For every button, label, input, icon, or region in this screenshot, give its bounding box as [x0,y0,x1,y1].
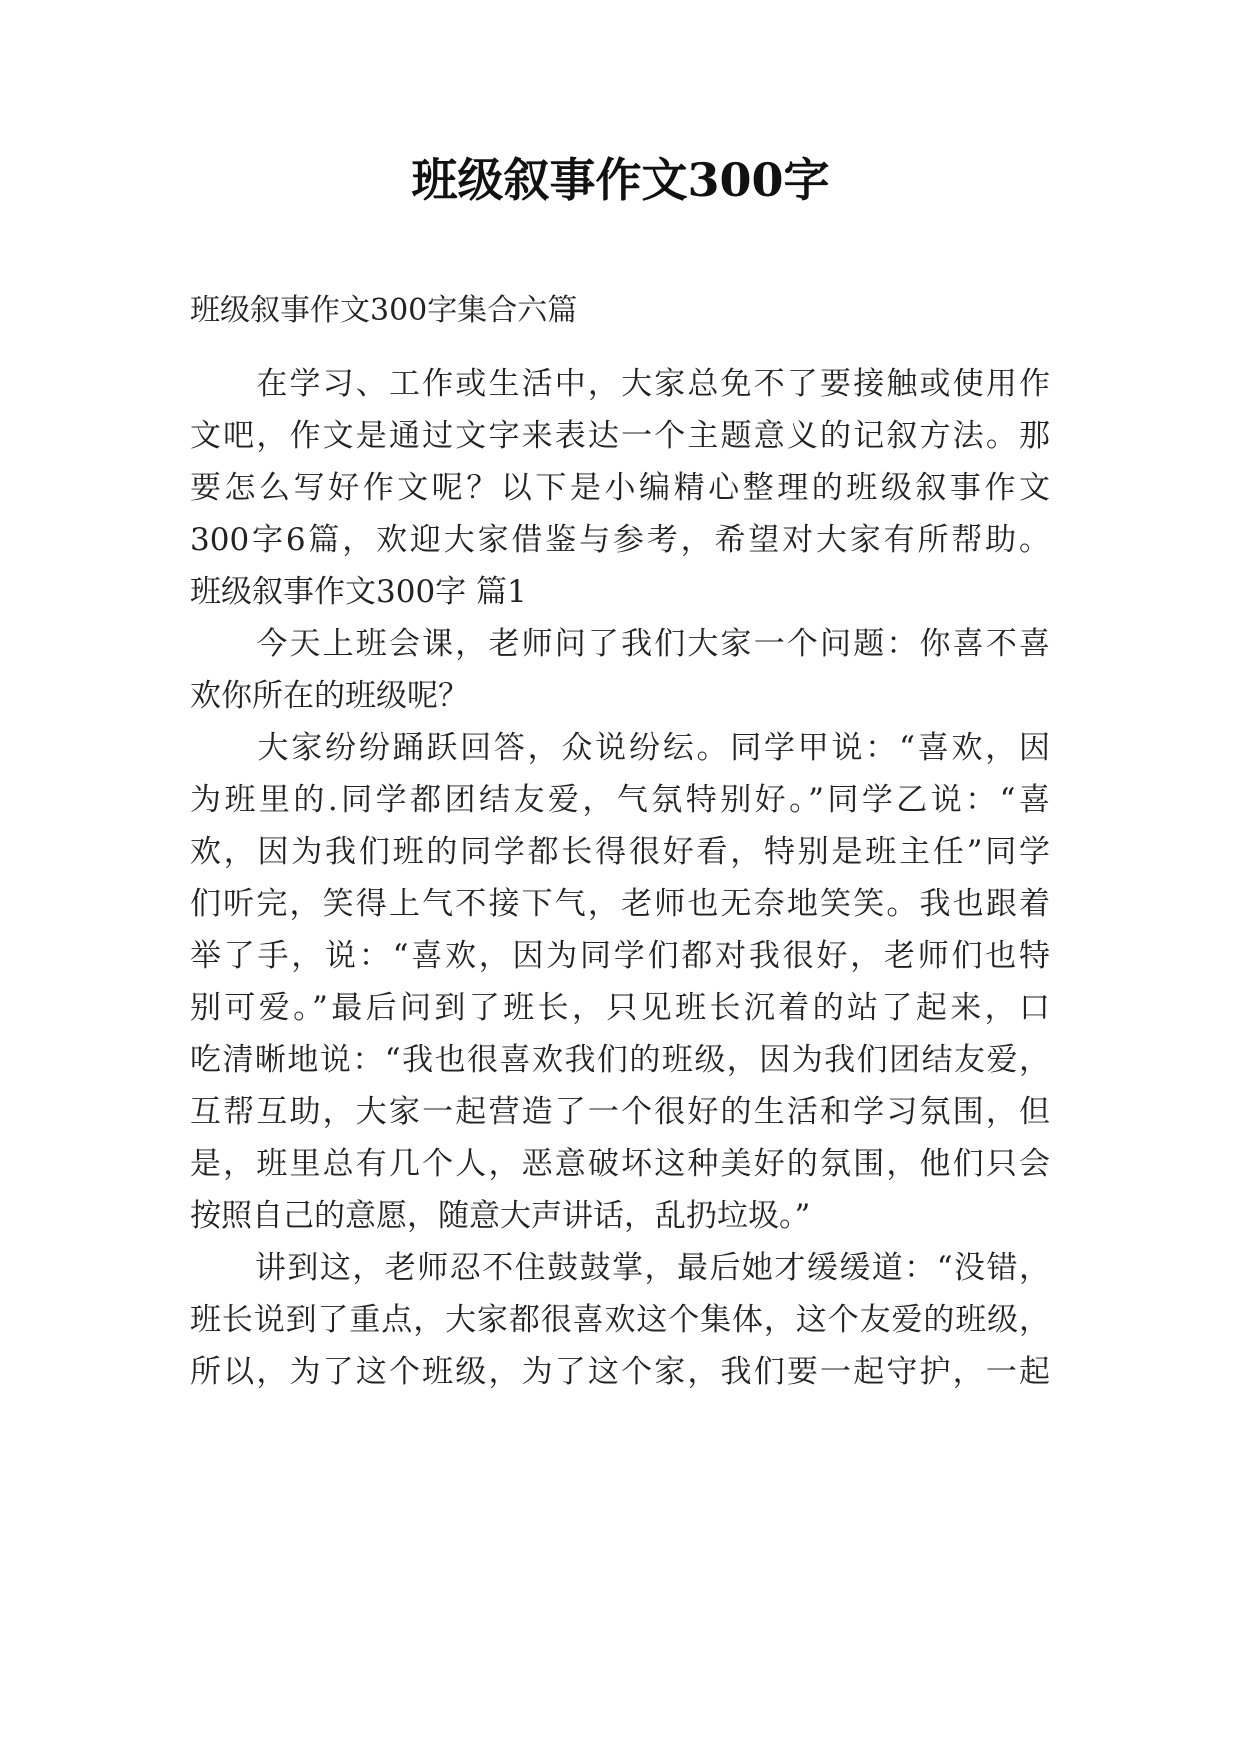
paragraph-line: 300字6篇，欢迎大家借鉴与参考，希望对大家有所帮助。 [190,522,1050,558]
paragraph-line: 要怎么写好作文呢？以下是小编精心整理的班级叙事作文 [190,470,1050,506]
paragraph-line: 班长说到了重点，大家都很喜欢这个集体，这个友爱的班级， [190,1302,1050,1338]
paragraph-line: 今天上班会课，老师问了我们大家一个问题：你喜不喜 [190,626,1050,662]
paragraph-line: 在学习、工作或生活中，大家总免不了要接触或使用作 [190,366,1050,402]
document-title: 班级叙事作文300字 [411,153,830,207]
section-heading: 班级叙事作文300字 篇1 [190,574,527,610]
paragraph-line: 吃清晰地说：“我也很喜欢我们的班级，因为我们团结友爱， [190,1042,1050,1078]
paragraph-line: 欢你所在的班级呢？ [190,678,469,714]
paragraph-line: 按照自己的意愿，随意大声讲话，乱扔垃圾。” [190,1198,811,1234]
paragraph-line: 是，班里总有几个人，恶意破坏这种美好的氛围，他们只会 [190,1146,1050,1182]
paragraph-line: 文吧，作文是通过文字来表达一个主题意义的记叙方法。那 [190,418,1050,454]
paragraph-line: 为班里的.同学都团结友爱，气氛特别好。”同学乙说：“喜 [190,782,1050,818]
paragraph-line: 所以，为了这个班级，为了这个家，我们要一起守护，一起 [190,1354,1050,1390]
paragraph-line: 欢，因为我们班的同学都长得很好看，特别是班主任”同学 [190,834,1050,870]
paragraph-line: 互帮互助，大家一起营造了一个很好的生活和学习氛围，但 [190,1094,1050,1130]
paragraph-line: 大家纷纷踊跃回答，众说纷纭。同学甲说：“喜欢，因 [190,730,1050,766]
document-subtitle: 班级叙事作文300字集合六篇 [190,293,578,328]
paragraph-line: 讲到这，老师忍不住鼓鼓掌，最后她才缓缓道：“没错， [190,1250,1050,1286]
paragraph-line: 们听完，笑得上气不接下气，老师也无奈地笑笑。我也跟着 [190,886,1050,922]
paragraph-line: 举了手，说：“喜欢，因为同学们都对我很好，老师们也特 [190,938,1050,974]
paragraph-line: 别可爱。”最后问到了班长，只见班长沉着的站了起来，口 [190,990,1050,1026]
